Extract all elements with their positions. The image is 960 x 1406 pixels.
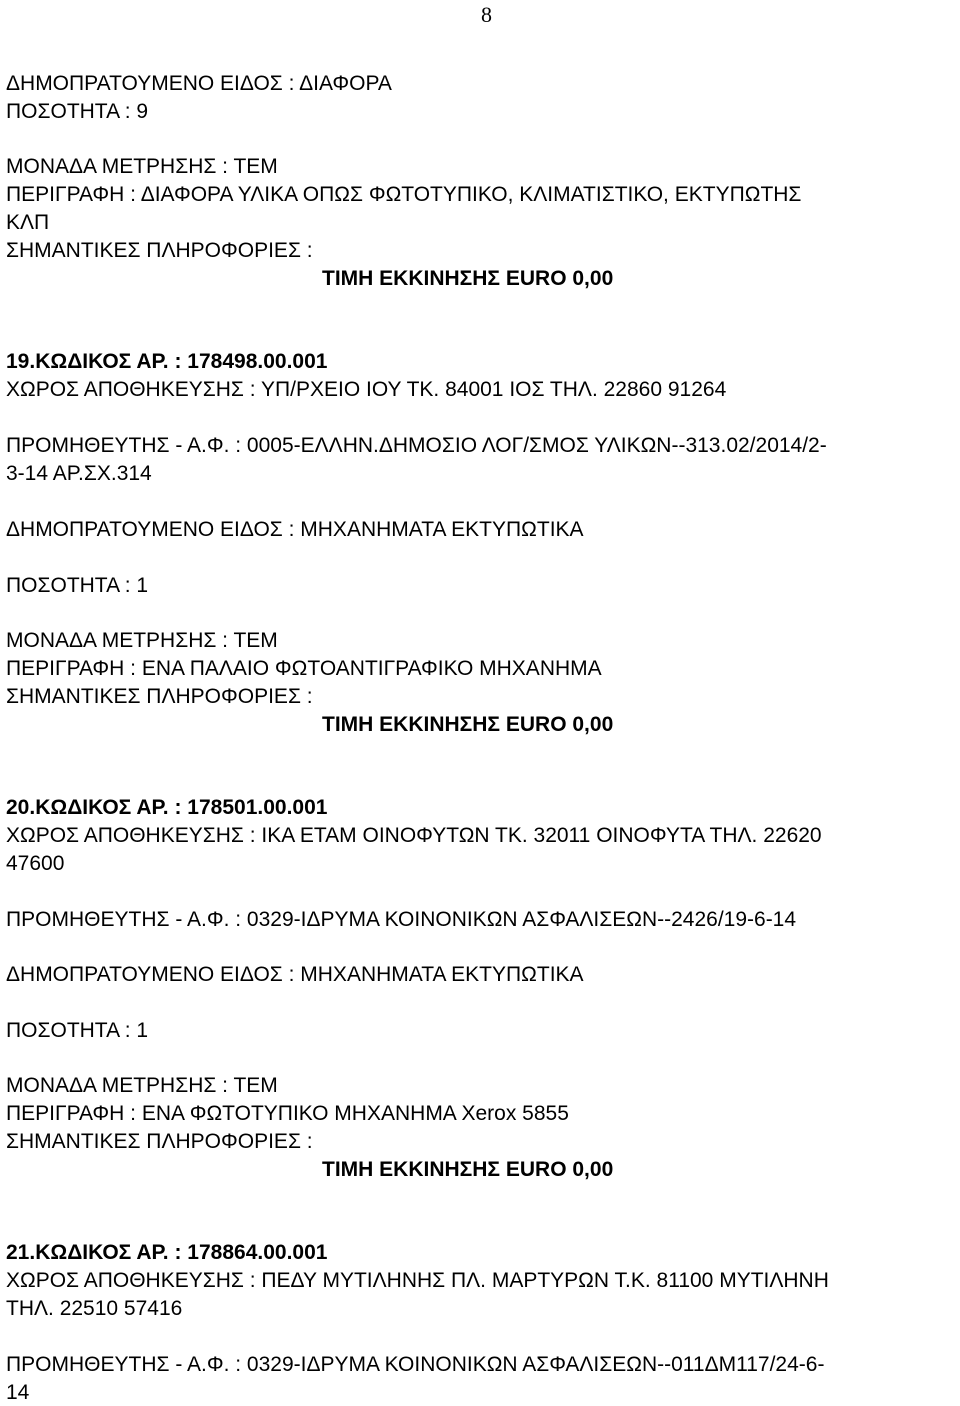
description: ΠΕΡΙΓΡΑΦΗ : ΕΝΑ ΠΑΛΑΙΟ ΦΩΤΟΑΝΤΙΓΡΑΦΙΚΟ ΜΗΧΑΝΗΜΑ (6, 657, 602, 680)
quantity: ΠΟΣΟΤΗΤΑ : 9 (6, 100, 149, 123)
item-code: 21.ΚΩΔΙΚΟΣ ΑΡ. : 178864.00.001 (6, 1241, 328, 1264)
supplier: ΠΡΟΜΗΘΕΥΤΗΣ - Α.Φ. : 0005-ΕΛΛΗΝ.ΔΗΜΟΣΙΟ ΛΟΓ/ΣΜΟΣ ΥΛΙΚΩΝ--313.02/2014/2- (6, 434, 827, 457)
description: ΠΕΡΙΓΡΑΦΗ : ΔΙΑΦΟΡΑ ΥΛΙΚΑ ΟΠΩΣ ΦΩΤΟΤΥΠΙΚΟ, ΚΛΙΜΑΤΙΣΤΙΚΟ, ΕΚΤΥΠΩΤΗΣ (6, 183, 802, 206)
description: ΠΕΡΙΓΡΑΦΗ : ΕΝΑ ΦΩΤΟΤΥΠΙΚΟ ΜΗΧΑΝΗΜΑ Xerox 5855 (6, 1102, 569, 1125)
starting-price: ΤΙΜΗ ΕΚΚΙΝΗΣΗΣ EURO 0,00 (322, 1158, 614, 1181)
storage-location-continued: 47600 (6, 852, 65, 875)
unit-of-measure: ΜΟΝΑΔΑ ΜΕΤΡΗΣΗΣ : ΤΕΜ (6, 155, 278, 178)
page-number: 8 (481, 2, 492, 27)
storage-location-continued: ΤΗΛ. 22510 57416 (6, 1297, 183, 1320)
starting-price: ΤΙΜΗ ΕΚΚΙΝΗΣΗΣ EURO 0,00 (322, 713, 614, 736)
supplier-continued: 3-14 ΑΡ.ΣΧ.314 (6, 462, 152, 485)
supplier: ΠΡΟΜΗΘΕΥΤΗΣ - Α.Φ. : 0329-ΙΔΡΥΜΑ ΚΟΙΝΟΝΙΚΩΝ ΑΣΦΑΛΙΣΕΩΝ--2426/19-6-14 (6, 908, 797, 931)
item-type: ΔΗΜΟΠΡΑΤΟΥΜΕΝΟ ΕΙΔΟΣ : ΜΗΧΑΝΗΜΑΤΑ ΕΚΤΥΠΩΤΙΚΑ (6, 963, 584, 986)
quantity: ΠΟΣΟΤΗΤΑ : 1 (6, 574, 149, 597)
storage-location: ΧΩΡΟΣ ΑΠΟΘΗΚΕΥΣΗΣ : ΠΕΔΥ ΜΥΤΙΛΗΝΗΣ ΠΛ. ΜΑΡΤΥΡΩΝ Τ.Κ. 81100 ΜΥΤΙΛΗΝΗ (6, 1269, 829, 1292)
description-continued: ΚΛΠ (6, 211, 50, 234)
quantity: ΠΟΣΟΤΗΤΑ : 1 (6, 1019, 149, 1042)
storage-location: ΧΩΡΟΣ ΑΠΟΘΗΚΕΥΣΗΣ : ΥΠ/ΡΧΕΙΟ ΙΟΥ ΤΚ. 84001 ΙΟΣ ΤΗΛ. 22860 91264 (6, 378, 727, 401)
supplier: ΠΡΟΜΗΘΕΥΤΗΣ - Α.Φ. : 0329-ΙΔΡΥΜΑ ΚΟΙΝΟΝΙΚΩΝ ΑΣΦΑΛΙΣΕΩΝ--011ΔΜ117/24-6- (6, 1353, 825, 1376)
important-info: ΣΗΜΑΝΤΙΚΕΣ ΠΛΗΡΟΦΟΡΙΕΣ : (6, 1130, 313, 1153)
unit-of-measure: ΜΟΝΑΔΑ ΜΕΤΡΗΣΗΣ : ΤΕΜ (6, 1074, 278, 1097)
starting-price: ΤΙΜΗ ΕΚΚΙΝΗΣΗΣ EURO 0,00 (322, 267, 614, 290)
item-code: 20.ΚΩΔΙΚΟΣ ΑΡ. : 178501.00.001 (6, 796, 328, 819)
supplier-continued: 14 (6, 1381, 30, 1404)
important-info: ΣΗΜΑΝΤΙΚΕΣ ΠΛΗΡΟΦΟΡΙΕΣ : (6, 239, 313, 262)
item-code: 19.ΚΩΔΙΚΟΣ ΑΡ. : 178498.00.001 (6, 350, 328, 373)
storage-location: ΧΩΡΟΣ ΑΠΟΘΗΚΕΥΣΗΣ : ΙΚΑ ΕΤΑΜ ΟΙΝΟΦΥΤΩΝ ΤΚ. 32011 ΟΙΝΟΦΥΤΑ ΤΗΛ. 22620 (6, 824, 822, 847)
unit-of-measure: ΜΟΝΑΔΑ ΜΕΤΡΗΣΗΣ : ΤΕΜ (6, 629, 278, 652)
item-type: ΔΗΜΟΠΡΑΤΟΥΜΕΝΟ ΕΙΔΟΣ : ΜΗΧΑΝΗΜΑΤΑ ΕΚΤΥΠΩΤΙΚΑ (6, 518, 584, 541)
item-type: ΔΗΜΟΠΡΑΤΟΥΜΕΝΟ ΕΙΔΟΣ : ΔΙΑΦΟΡΑ (6, 72, 392, 95)
important-info: ΣΗΜΑΝΤΙΚΕΣ ΠΛΗΡΟΦΟΡΙΕΣ : (6, 685, 313, 708)
